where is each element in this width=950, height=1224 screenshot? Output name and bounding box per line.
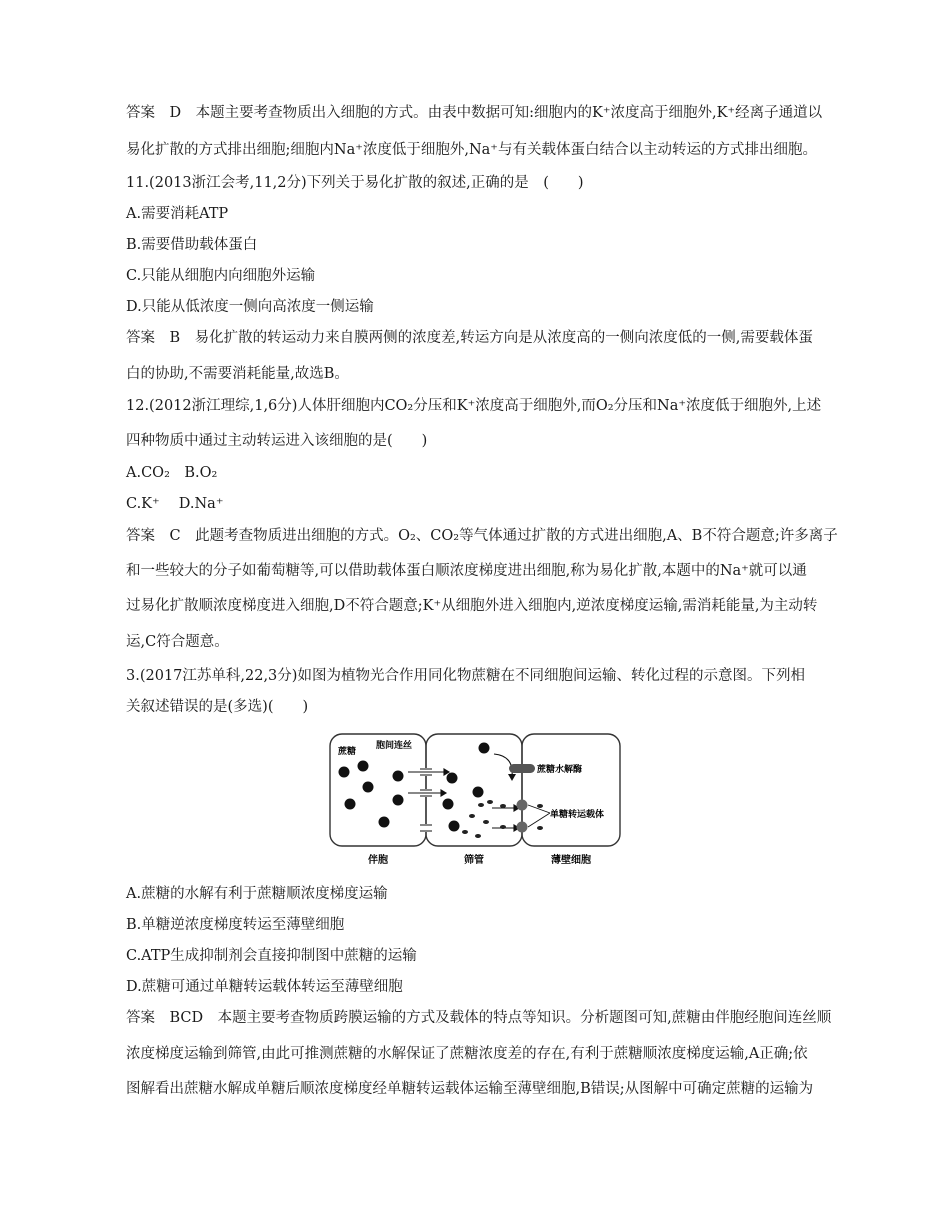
question-3-option-b: B.单糖逆浓度梯度转运至薄壁细胞	[126, 917, 345, 933]
answer-3-line-1: 答案 BCD 本题主要考查物质跨膜运输的方式及载体的特点等知识。分析题图可知,蔗糖由伴胞经胞间连丝顺	[126, 1010, 832, 1026]
answer-12-line-4: 运,C符合题意。	[126, 634, 229, 650]
question-3-stem-2: 关叙述错误的是(多选)( )	[126, 699, 309, 715]
question-11-option-c: C.只能从细胞内向细胞外运输	[126, 268, 316, 284]
label-parenchyma-cell: 薄壁细胞	[551, 855, 591, 866]
label-sieve-tube: 筛管	[464, 855, 484, 866]
question-3-stem-1: 3.(2017江苏单科,22,3分)如图为植物光合作用同化物蔗糖在不同细胞间运输、转化过程的示意图。下列相	[126, 668, 805, 684]
label-sucrose: 蔗糖	[338, 747, 357, 757]
answer-12-line-3: 过易化扩散顺浓度梯度进入细胞,D不符合题意;K⁺从细胞外进入细胞内,逆浓度梯度运输,需消耗能量,为主动转	[126, 598, 818, 614]
question-3-option-a: A.蔗糖的水解有利于蔗糖顺浓度梯度运输	[126, 886, 388, 902]
question-11-option-b: B.需要借助载体蛋白	[126, 237, 258, 253]
question-3-option-d: D.蔗糖可通过单糖转运载体转运至薄壁细胞	[126, 979, 403, 995]
sucrase-enzyme	[509, 764, 535, 773]
question-12-stem-1: 12.(2012浙江理综,1,6分)人体肝细胞内CO₂分压和K⁺浓度高于细胞外,而O₂分压和Na⁺浓度低于细胞外,上述	[126, 398, 822, 414]
answer-11-line-1: 答案 B 易化扩散的转运动力来自膜两侧的浓度差,转运方向是从浓度高的一侧向浓度低的一侧,需要载体蛋	[126, 330, 813, 346]
answer-3-line-2: 浓度梯度运输到筛管,由此可推测蔗糖的水解保证了蔗糖浓度差的存在,有利于蔗糖顺浓度梯度运输,A正确;依	[126, 1046, 808, 1062]
question-12-options-cd: C.K⁺ D.Na⁺	[126, 496, 224, 512]
sucrose-transport-diagram	[328, 732, 623, 870]
question-11-option-d: D.只能从低浓度一侧向高浓度一侧运输	[126, 299, 374, 315]
sucrose-molecules	[339, 743, 490, 832]
parenchyma-cell	[522, 734, 620, 846]
question-12-stem-2: 四种物质中通过主动转运进入该细胞的是( )	[126, 433, 428, 449]
question-3-option-c: C.ATP生成抑制剂会直接抑制图中蔗糖的运输	[126, 948, 417, 964]
answer-12-line-1: 答案 C 此题考查物质进出细胞的方式。O₂、CO₂等气体通过扩散的方式进出细胞,A、B不符合题意;许多离子	[126, 528, 838, 544]
label-companion-cell: 伴胞	[368, 855, 388, 866]
question-11-option-a: A.需要消耗ATP	[126, 206, 229, 222]
answer-10-line-1: 答案 D 本题主要考查物质出入细胞的方式。由表中数据可知:细胞内的K⁺浓度高于细胞外,K⁺经离子通道以	[126, 105, 823, 121]
answer-3-line-3: 图解看出蔗糖水解成单糖后顺浓度梯度经单糖转运载体运输至薄壁细胞,B错误;从图解中可确定蔗糖的运输为	[126, 1081, 814, 1097]
question-11-stem: 11.(2013浙江会考,11,2分)下列关于易化扩散的叙述,正确的是 ( )	[126, 175, 584, 191]
transport-arrows	[408, 769, 519, 831]
label-transporter: 单糖转运载体	[550, 810, 605, 820]
label-plasmodesmata: 胞间连丝	[376, 741, 413, 751]
question-12-options-ab: A.CO₂ B.O₂	[126, 465, 218, 481]
hydrolysis-arrow	[494, 754, 512, 776]
label-sucrase: 蔗糖水解酶	[537, 765, 583, 775]
answer-10-line-2: 易化扩散的方式排出细胞;细胞内Na⁺浓度低于细胞外,Na⁺与有关载体蛋白结合以主动转运的方式排出细胞。	[126, 142, 817, 158]
answer-12-line-2: 和一些较大的分子如葡萄糖等,可以借助载体蛋白顺浓度梯度进出细胞,称为易化扩散,本题中的Na⁺就可以通	[126, 563, 807, 579]
answer-11-line-2: 白的协助,不需要消耗能量,故选B。	[126, 366, 349, 382]
